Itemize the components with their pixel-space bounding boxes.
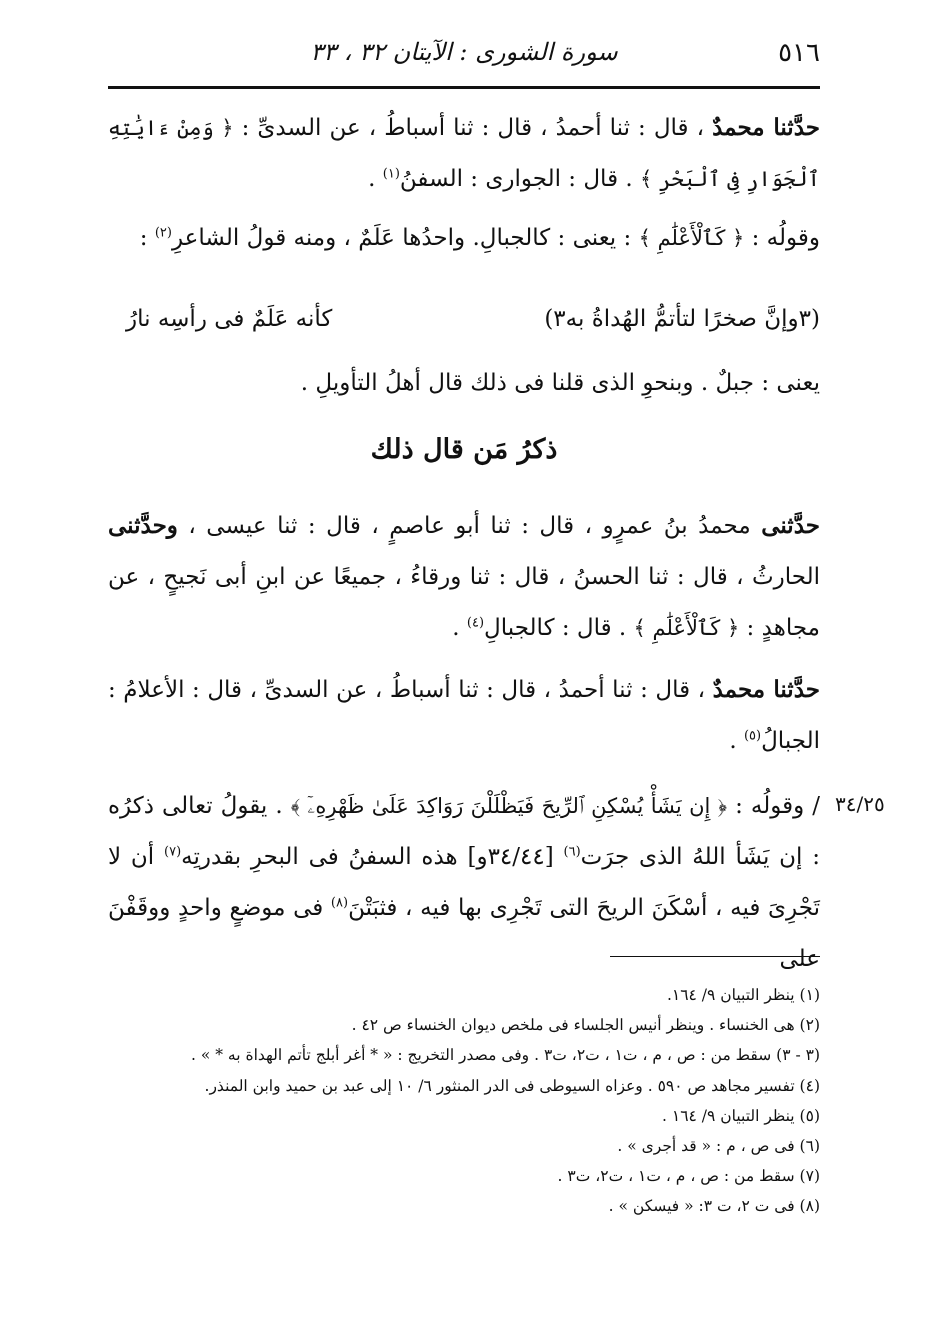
paragraph-3: يعنى : جبلٌ . وبنحوِ الذى قلنا فى ذلك قال أهلُ التأويلِ . [300, 370, 820, 396]
footnote-5: (٥) ينظر التبيان ٩/ ١٦٤ . [662, 1106, 820, 1125]
isnad-lead: حدَّثنا محمدٌ [712, 114, 821, 141]
body-block-1 [108, 102, 820, 264]
footnote-marker: (٥) [743, 728, 762, 744]
footnote-marker: (٢) [154, 225, 172, 241]
header-rule [108, 86, 820, 89]
text-run: / وقولُه : [727, 793, 820, 819]
page-header [108, 36, 820, 84]
margin-reference: ٣٤/٢٥ [835, 792, 885, 816]
text-run: . قال : الجوارى : السفنُ [399, 166, 640, 192]
footnote-marker: (٨) [330, 895, 349, 911]
text-run: : [139, 225, 155, 251]
verse-first-hemistich: (٣وإنَّ صخرًا لتأتمُّ الهُداةُ به٣) [544, 306, 820, 332]
running-title: سورة الشورى : الآيتان ٣٢ ، ٣٣ [310, 38, 618, 66]
footnote-8: (٨) فى ت ٢، ت ٣: « فيسكن » . [608, 1197, 820, 1216]
paragraph-2 [108, 213, 820, 264]
body-block-2 [108, 358, 820, 409]
footnote-4: (٤) تفسير مجاهد ص ٥٩٠ . وعزاه السيوطى فى الدر المنثور ٦/ ١٠ إلى عبد بن حميد وابن المنذر. [204, 1076, 820, 1095]
isnad-lead: وحدَّثنى [108, 512, 178, 539]
verse-second-hemistich: كأنه عَلَمٌ فى رأسِه نارُ [126, 306, 333, 332]
paragraph-1 [108, 102, 820, 205]
footnote-marker: (١) [382, 166, 400, 182]
text-run: الحارثُ ، قال : ثنا الحسنُ ، قال : ثنا ورقاءُ ، جميعًا عن ابنِ أبى نَجيحٍ ، عن مجاهدٍ : [108, 564, 820, 641]
text-run: . [452, 615, 467, 641]
page-number: ٥١٦ [778, 38, 820, 68]
footnote-6: (٦) فى ص ، م : « قد أجرى » . [617, 1137, 820, 1156]
isnad-lead: حدَّثنى [761, 512, 820, 539]
text-run: . [368, 166, 383, 192]
footnote-marker: (٤) [466, 615, 485, 631]
text-run: وقولُه : [744, 225, 820, 251]
isnad-lead: حدَّثنا محمدٌ [712, 676, 820, 703]
footnote-1: (١) ينظر التبيان ٩/ ١٦٤. [666, 986, 820, 1004]
quran-quote: ﴿ وَمِنْ ءَايَٰتِهِ ٱلْجَوَارِ فِى ٱلْبَحْرِ ﴾ [108, 116, 820, 191]
poetry-verse [108, 296, 820, 346]
text-run: محمدُ بنُ عمرٍو ، قال : ثنا أبو عاصمٍ ، قال : ثنا عيسى ، [177, 513, 762, 539]
text-run: . [729, 728, 744, 754]
text-run: فى موضعٍ واحدٍ ووقَفْنَ على [108, 895, 820, 972]
text-run: أن لا تَجْرِىَ فيه ، أسْكَنَ الريحَ التى تَجْرِى بها فيه ، فثبَتْنَ [108, 844, 820, 921]
text-run: . يقولُ تعالى ذكرُه : إن يَشَأ اللهُ الذى جرَت [108, 793, 821, 870]
footnote-marker: (٦) [563, 844, 581, 860]
quran-quote: ﴿ كَٱلْأَعْلَٰمِ ﴾ [633, 616, 740, 640]
text-run: ، قال : ثنا أحمدُ ، قال : ثنا أسباطُ ، عن السدىِّ ، قال : الأعلامُ : الجبالُ [108, 677, 820, 754]
paragraph-4 [108, 500, 820, 654]
footnote-rule [610, 956, 820, 957]
text-run: ، قال : ثنا أحمدُ ، قال : ثنا أسباطُ ، عن السدىِّ : [233, 115, 713, 141]
quran-quote: ﴿ كَٱلْأَعْلَٰمِ ﴾ [638, 226, 745, 250]
text-run: [٣٤/٤٤و] هذه السفنُ فى البحرِ بقدرتِه [181, 844, 564, 870]
text-run: : يعنى : كالجبالِ. واحدُها عَلَمٌ ، ومنه قولُ الشاعرِ [171, 225, 639, 251]
footnotes [108, 980, 820, 1222]
footnote-2: (٢) هى الخنساء . وينظر أنيس الجلساء فى ملخص ديوان الخنساء ص ٤٢ . [351, 1016, 820, 1035]
footnote-marker: (٧) [164, 844, 182, 860]
footnote-7: (٧) سقط من : ص ، م ، ت١ ، ت٢، ت٣ . [557, 1167, 820, 1186]
paragraph-6 [108, 781, 820, 985]
section-heading: ذكرُ مَن قال ذلك [370, 434, 558, 465]
body-block-3 [108, 500, 820, 985]
footnote-3: (٣ - ٣) سقط من : ص ، م ، ت١ ، ت٢، ت٣ . وفى مصدر التخريج : « * أغر أبلج تأتم الهداة به * » . [190, 1046, 820, 1065]
quran-quote: ﴿ إِن يَشَأْ يُسْكِنِ ٱلرِّيحَ فَيَظْلَلْنَ رَوَاكِدَ عَلَىٰ ظَهْرِهِۦٓ ﴾ [290, 794, 728, 818]
text-run: . قال : كالجبالِ [484, 615, 634, 641]
paragraph-5 [108, 664, 820, 767]
